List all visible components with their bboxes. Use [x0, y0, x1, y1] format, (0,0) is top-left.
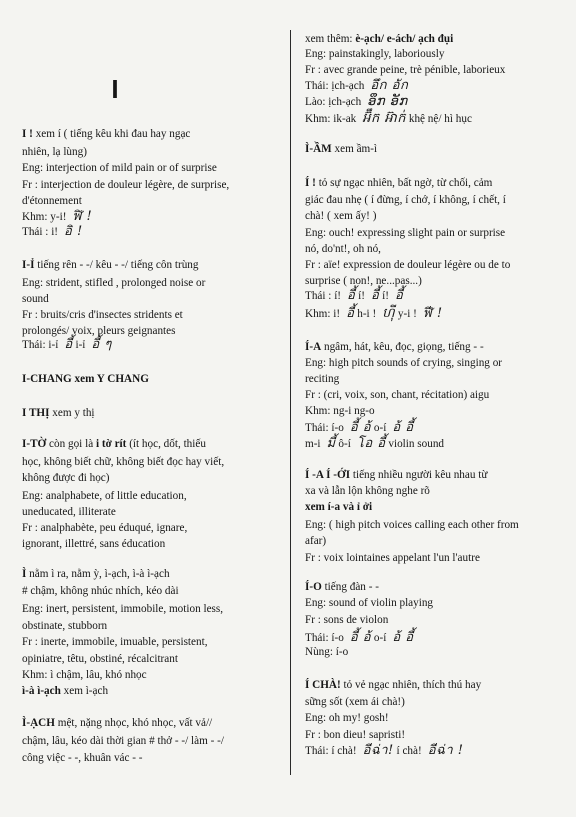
script-word: ฬี ! — [422, 306, 443, 321]
entry-line — [22, 717, 212, 730]
entry-text: Lào: ịch-ạch — [305, 96, 362, 108]
script-word: อึก อัก — [370, 78, 409, 93]
script-word: อี้ — [371, 288, 380, 303]
headword: Í -A Í -ỚI — [305, 469, 351, 481]
entry-text: chậm, lâu, kéo dài thời gian # thở - -/ làm - -/ — [22, 735, 224, 747]
entry-text: tiếng đàn - - — [321, 581, 379, 593]
entry-text: không được đi học) — [22, 472, 110, 484]
entry-text: opiniatre, têtu, obstiné, récalcitrant — [22, 653, 178, 665]
column-divider — [290, 30, 291, 775]
entry-text: Fr : interjection de douleur légère, de surprise, — [22, 179, 230, 191]
entry-text: ignorant, illettré, sans éducation — [22, 538, 166, 550]
entry-line — [22, 506, 116, 519]
entry-line — [305, 48, 444, 61]
entry-text: giác đau nhẹ ( í đừng, í chớ, í không, í chết, í — [305, 194, 506, 206]
entry-line — [22, 146, 87, 159]
entry-text: Khm: i! — [305, 308, 341, 320]
script-word: โอ อี้ — [356, 436, 386, 451]
headword: i tờ rít — [95, 438, 127, 450]
entry-line — [305, 64, 505, 77]
entry-text: khệ nệ/ hì hục — [406, 113, 472, 125]
headword: I THỊ — [22, 407, 50, 419]
entry-text: Eng: ouch! expressing slight pain or surprise — [305, 227, 506, 239]
entry-text: reciting — [305, 373, 340, 385]
headword: Ì — [22, 568, 27, 580]
entry-line — [305, 143, 377, 156]
entry-text: Fr : bruits/cris d'insectes stridents et — [22, 309, 183, 321]
entry-text: Fr : (cri, voix, son, chant, récitation) aigu — [305, 389, 490, 401]
entry-text: uneducated, illiterate — [22, 506, 116, 518]
entry-text: xa và lẫn lộn không nghe rõ — [305, 485, 430, 497]
entry-line — [305, 289, 403, 303]
script-word: อีฉ่า ! — [427, 743, 464, 758]
entry-line — [22, 568, 170, 581]
entry-text: i-ỉ — [72, 339, 86, 351]
script-word: อี้ อ้ — [349, 420, 372, 435]
entry-line — [22, 603, 223, 616]
entry-text: h-i ! — [354, 308, 377, 320]
entry-text: Nùng: í-o — [305, 646, 349, 658]
entry-line — [22, 195, 82, 208]
script-word: อิ ! — [64, 224, 83, 239]
entry-line — [305, 357, 502, 370]
entry-text: nằm ì ra, nằm ỳ, ì-ạch, ì-à ì-ạch — [26, 568, 170, 580]
script-word: อี้ — [64, 337, 73, 352]
entry-text: obstinate, stubborn — [22, 620, 108, 632]
entry-line — [22, 277, 205, 290]
headword: I ! — [22, 128, 33, 140]
script-word: อี้ — [346, 306, 355, 321]
entry-line — [305, 79, 408, 93]
entry-text: Thái: ịch-ạch — [305, 80, 365, 92]
entry-text: Eng: analphabete, of little education, — [22, 490, 187, 502]
entry-text: tỏ vẻ ngạc nhiên, thích thú hay — [340, 679, 482, 691]
entry-line — [22, 490, 187, 503]
entry-line — [22, 752, 143, 765]
script-word: អ៊ឹក អ៊ាក់ — [362, 111, 407, 126]
entry-line — [305, 227, 505, 240]
entry-text: Fr : aïe! expression de douleur légère ou de to — [305, 259, 511, 271]
script-word: อ้ อี้ — [392, 420, 414, 435]
entry-line — [305, 729, 405, 742]
entry-line — [305, 744, 464, 758]
entry-line — [305, 177, 492, 190]
entry-text: Eng: sound of violin playing — [305, 597, 434, 609]
entry-line — [305, 535, 326, 548]
entry-text: ô-í — [335, 438, 351, 450]
entry-text: m-i — [305, 438, 321, 450]
entry-line — [305, 519, 519, 532]
entry-text: sững sốt (xem ái chà!) — [305, 696, 405, 708]
entry-text: y-i ! — [395, 308, 417, 320]
script-word: อีฉ่า! — [362, 743, 394, 758]
entry-text: Fr : voix lointaines appelant l'un l'autre — [305, 552, 480, 564]
entry-text: chà! ( xem ấy! ) — [305, 210, 377, 222]
headword: Ì-ẦM — [305, 143, 332, 155]
entry-text: ngâm, hát, kêu, đọc, giọng, tiếng - - — [321, 341, 484, 353]
headword: Í-O — [305, 581, 322, 593]
entry-text: Eng: interjection of mild pain or of surprise — [22, 162, 217, 174]
entry-text: còn gọi là — [46, 438, 96, 450]
entry-line — [305, 581, 379, 594]
entry-line — [22, 585, 179, 598]
entry-text: Khm: ng-i ng-o — [305, 405, 375, 417]
headword: Í ! — [305, 177, 316, 189]
script-word: ອຶກ ອັກ — [367, 94, 408, 109]
entry-text: xem thêm: — [305, 33, 356, 45]
entry-line — [305, 259, 510, 272]
entry-line — [305, 275, 422, 288]
entry-line — [305, 712, 389, 725]
entry-line — [22, 128, 190, 141]
entry-line — [305, 243, 381, 256]
headword: Í CHÀ! — [305, 679, 341, 691]
headword: I-TỜ — [22, 438, 47, 450]
entry-text: công việc - -, khuân vác - - — [22, 752, 143, 764]
script-word: มี้ — [326, 436, 336, 451]
entry-line — [22, 293, 49, 306]
entry-line — [305, 501, 372, 514]
script-word: อี้ — [347, 288, 356, 303]
entry-line — [305, 679, 481, 692]
entry-text: tiếng rên - -/ kêu - -/ tiếng côn trùng — [34, 259, 199, 271]
entry-line — [305, 696, 405, 709]
entry-text: xem ầm-ì — [331, 143, 378, 155]
entry-text: violin sound — [385, 438, 445, 450]
entry-text: nó, do'nt!, oh nó, — [305, 243, 381, 255]
entry-line — [22, 259, 198, 272]
entry-line — [305, 341, 484, 354]
entry-text: o-í — [371, 422, 387, 434]
entry-text: Fr : bon dieu! sapristi! — [305, 729, 406, 741]
entry-text: Eng: high pitch sounds of crying, singing or — [305, 357, 503, 369]
entry-text: Khm: ik-ak — [305, 113, 357, 125]
entry-text: surprise ( non!, ne...pas...) — [305, 275, 422, 287]
entry-line — [22, 685, 108, 698]
entry-text: Eng: oh my! gosh! — [305, 712, 389, 724]
entry-text: (ít học, dốt, thiếu — [126, 438, 206, 450]
entry-line — [305, 469, 487, 482]
entry-line — [22, 522, 187, 535]
entry-text: mệt, nặng nhọc, khó nhọc, vất vả// — [54, 717, 213, 729]
entry-line — [22, 538, 165, 551]
entry-text: Fr : sons de violon — [305, 614, 389, 626]
entry-line — [22, 735, 224, 748]
entry-text: í chà! — [393, 745, 422, 757]
entry-line — [22, 438, 206, 451]
entry-line — [22, 669, 147, 682]
entry-line — [305, 646, 348, 659]
entry-line — [305, 614, 388, 627]
headword: ì-à ì-ạch — [22, 685, 61, 697]
entry-text: í! — [379, 290, 389, 302]
entry-text: Eng: painstakingly, laboriously — [305, 48, 445, 60]
entry-text: Eng: inert, persistent, immobile, motion less, — [22, 603, 224, 615]
entry-text: Thái: í chà! — [305, 745, 357, 757]
headword: xem Y CHANG — [74, 373, 149, 385]
headword: è-ạch/ e-ách/ ạch đụi — [355, 33, 454, 45]
entry-text: prolongés/ voix, pleurs geignantes — [22, 325, 176, 337]
entry-text: Thái: í-o — [305, 632, 344, 644]
entry-text: # chậm, không nhúc nhích, kéo dài — [22, 585, 179, 597]
entry-text: Khm: ì — [22, 669, 54, 681]
entry-line — [305, 485, 430, 498]
entry-text: tiếng nhiều người kêu nhau từ — [350, 469, 488, 481]
entry-line — [22, 162, 217, 175]
entry-line — [305, 389, 489, 402]
entry-text: sound — [22, 293, 49, 305]
script-word: อ้ อี้ — [392, 630, 414, 645]
entry-line — [305, 33, 453, 46]
headword: xem í-a và ỉ ởi — [305, 501, 373, 513]
entry-text: Thái: í-o — [305, 422, 344, 434]
entry-text: học, không biết chữ, không biết đọc hay viết, — [22, 456, 225, 468]
entry-line — [22, 210, 92, 224]
headword: I-Ỉ — [22, 259, 35, 271]
entry-line — [22, 456, 224, 469]
entry-line — [305, 210, 376, 223]
entry-text: o-í — [371, 632, 387, 644]
entry-line — [22, 179, 229, 192]
entry-line — [22, 620, 107, 633]
entry-line — [22, 225, 83, 239]
entry-text: Eng: ( high pitch voices calling each other from — [305, 519, 519, 531]
entry-text: d'étonnement — [22, 195, 82, 207]
entry-text: xem y thị — [49, 407, 95, 419]
entry-line — [305, 421, 414, 435]
entry-line — [22, 653, 178, 666]
entry-text: chậm, lâu, khó nhọc — [53, 669, 147, 681]
entry-text: Thái: i-ỉ — [22, 339, 59, 351]
entry-line — [305, 194, 506, 207]
entry-line — [22, 309, 183, 322]
entry-line — [305, 307, 443, 321]
entry-line — [22, 636, 208, 649]
entry-line — [305, 631, 414, 645]
entry-line — [305, 373, 339, 386]
entry-text: tỏ sự ngạc nhiên, bất ngờ, từ chối, cảm — [315, 177, 493, 189]
section-letter: I — [111, 74, 119, 104]
entry-text: xem í ( tiếng kêu khi đau hay ngạc — [32, 128, 191, 140]
script-word: อี้ ๆ — [91, 337, 112, 352]
entry-text: Thái : í! — [305, 290, 342, 302]
entry-text: í! — [355, 290, 365, 302]
entry-text: Khm: y-i! — [22, 211, 67, 223]
headword: Í-A — [305, 341, 322, 353]
entry-line — [22, 407, 95, 420]
entry-text: Eng: strident, stifled , prolonged noise or — [22, 277, 206, 289]
script-word: ហ៊ី — [382, 306, 396, 321]
entry-line — [22, 472, 109, 485]
headword: Ì-ẠCH — [22, 717, 55, 729]
entry-line — [305, 597, 433, 610]
entry-line — [22, 338, 112, 352]
entry-text: nhiên, lạ lùng) — [22, 146, 87, 158]
entry-line — [305, 405, 375, 418]
entry-text: Fr : avec grande peine, trè pénible, laborieux — [305, 64, 506, 76]
script-word: อี้ อ้ — [349, 630, 372, 645]
script-word: ฬิ ! — [72, 209, 93, 224]
headword: I-CHANG — [22, 373, 72, 385]
entry-line — [305, 112, 472, 126]
entry-line — [22, 373, 149, 386]
entry-line — [305, 95, 408, 109]
entry-text: Fr : inerte, immobile, imuable, persistent, — [22, 636, 208, 648]
entry-text: afar) — [305, 535, 327, 547]
entry-text: Fr : analphabète, peu éduqué, ignare, — [22, 522, 188, 534]
entry-line — [305, 437, 444, 451]
entry-text: Thái : i! — [22, 226, 59, 238]
entry-text: xem ì-ạch — [60, 685, 109, 697]
script-word: อี้ — [394, 288, 404, 303]
entry-line — [305, 552, 480, 565]
